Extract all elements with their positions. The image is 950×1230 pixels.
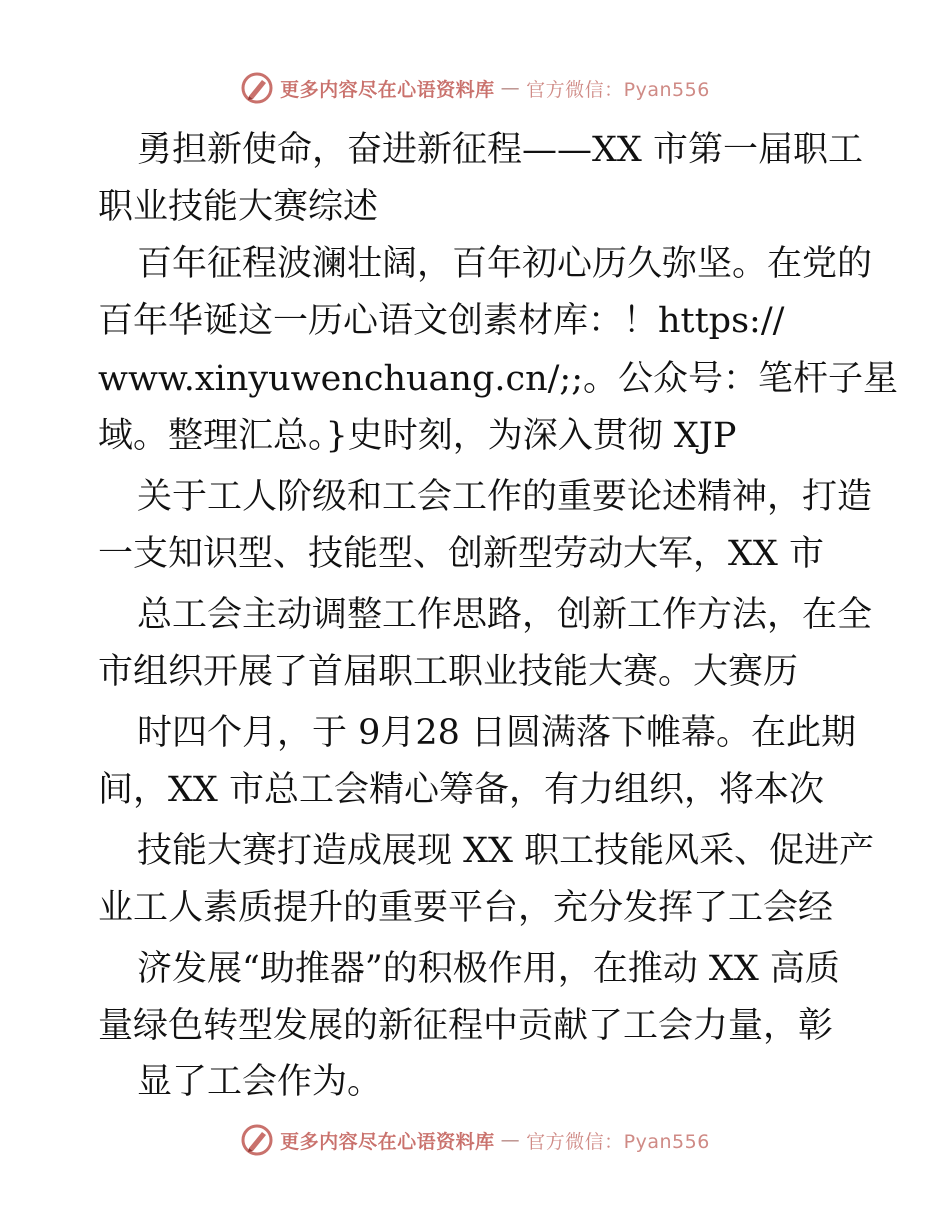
text-line: 百年征程波澜壮阔，百年初心历久弥坚。在党的 — [137, 244, 873, 284]
watermark-sub-text: 官方微信：Pyan556 — [526, 1130, 710, 1153]
text-line: 技能大赛打造成展现 XX 职工技能风采、促进产 — [137, 831, 875, 871]
text-line: 一支知识型、技能型、创新型劳动大军，XX 市 — [98, 534, 824, 574]
text-line: 间，XX 市总工会精心筹备，有力组织，将本次 — [98, 770, 824, 810]
watermark-sub-text: 官方微信：Pyan556 — [526, 78, 710, 101]
text-line: 量绿色转型发展的新征程中贡献了工会力量，彰 — [98, 1006, 834, 1046]
text-line: 市组织开展了首届职工职业技能大赛。大赛历 — [98, 652, 799, 692]
watermark-main-text: 更多内容尽在心语资料库 — [280, 78, 495, 101]
text-line: 关于工人阶级和工会工作的重要论述精神，打造 — [137, 477, 873, 517]
watermark-separator: — — [500, 1129, 521, 1151]
text-line: 时四个月，于 9月28 日圆满落下帷幕。在此期 — [137, 713, 857, 753]
watermark-separator: — — [500, 77, 521, 99]
watermark-main-text: 更多内容尽在心语资料库 — [280, 1130, 495, 1153]
text-line: 百年华诞这一历心语文创素材库：！https:// — [98, 301, 785, 341]
text-line: www.xinyuwenchuang.cn/;;。公众号：笔杆子星 — [98, 359, 898, 399]
text-line: 域。整理汇总。}史时刻，为深入贯彻 XJP — [98, 416, 737, 456]
text-line: 总工会主动调整工作思路，创新工作方法，在全 — [137, 595, 873, 635]
title-line-2: 职业技能大赛综述 — [98, 187, 379, 227]
text-line: 业工人素质提升的重要平台，充分发挥了工会经 — [98, 888, 834, 928]
footer-watermark — [0, 1120, 950, 1160]
text-line: 显了工会作为。 — [137, 1062, 383, 1102]
text-line: 济发展“助推器”的积极作用，在推动 XX 高质 — [137, 949, 840, 989]
pen-circle-logo-icon — [240, 1123, 274, 1157]
title-line-1: 勇担新使命，奋进新征程——XX 市第一届职工 — [137, 130, 863, 170]
